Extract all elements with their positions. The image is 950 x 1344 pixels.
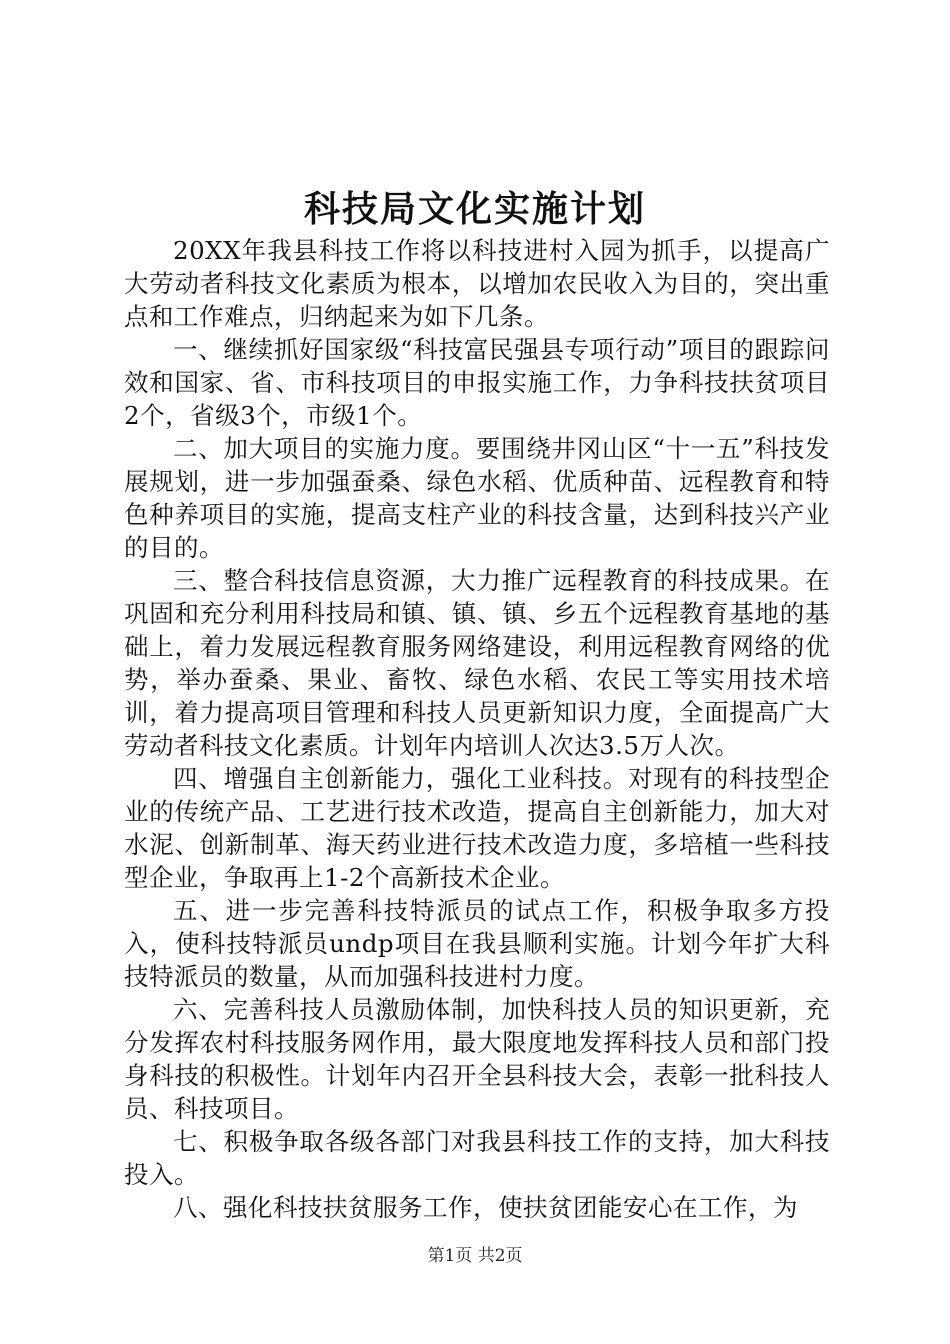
- page-number-footer: 第1页 共2页: [427, 1246, 523, 1266]
- paragraph-item-6: 六、完善科技人员激励体制，加快科技人员的知识更新，充分发挥农村科技服务网作用，最大限度地发挥科技人员和部门投身科技的积极性。计划年内召开全县科技大会，表彰一批科技人员、科技项目。: [124, 995, 830, 1123]
- paragraph-intro: 20XX年我县科技工作将以科技进村入园为抓手，以提高广大劳动者科技文化素质为根本，以增加农民收入为目的，突出重点和工作难点，归纳起来为如下几条。: [124, 236, 830, 331]
- paragraph-item-4: 四、增强自主创新能力，强化工业科技。对现有的科技型企业的传统产品、工艺进行技术改造，提高自主创新能力，加大对水泥、创新制革、海天药业进行技术改造力度，多培植一些科技型企业，争取再上1-2个高新技术企业。: [124, 764, 830, 892]
- paragraph-item-2: 二、加大项目的实施力度。要围绕井冈山区“十一五”科技发展规划，进一步加强蚕桑、绿色水稻、优质种苗、远程教育和特色种养项目的实施，提高支柱产业的科技含量，达到科技兴产业的目的。: [124, 434, 830, 562]
- paragraph-item-3: 三、整合科技信息资源，大力推广远程教育的科技成果。在巩固和充分利用科技局和镇、镇、镇、乡五个远程教育基地的基础上，着力发展远程教育服务网络建设，利用远程教育网络的优势，举办蚕桑、果业、畜牧、绿色水稻、农民工等实用技术培训，着力提高项目管理和科技人员更新知识力度，全面提高广大劳动者科技文化素质。计划年内培训人次达3.5万人次。: [124, 566, 830, 760]
- paragraph-item-1: 一、继续抓好国家级“科技富民强县专项行动”项目的跟踪问效和国家、省、市科技项目的申报实施工作，力争科技扶贫项目2个，省级3个，市级1个。: [124, 335, 830, 430]
- paragraph-item-7: 七、积极争取各级各部门对我县科技工作的支持，加大科技投入。: [124, 1127, 830, 1189]
- paragraph-item-5: 五、进一步完善科技特派员的试点工作，积极争取多方投入，使科技特派员undp项目在我县顺利实施。计划今年扩大科技特派员的数量，从而加强科技进村力度。: [124, 896, 830, 991]
- document-body: [124, 234, 830, 1224]
- paragraph-item-8: 八、强化科技扶贫服务工作，使扶贫团能安心在工作，为: [173, 1193, 798, 1222]
- document-title: 科技局文化实施计划: [303, 188, 646, 230]
